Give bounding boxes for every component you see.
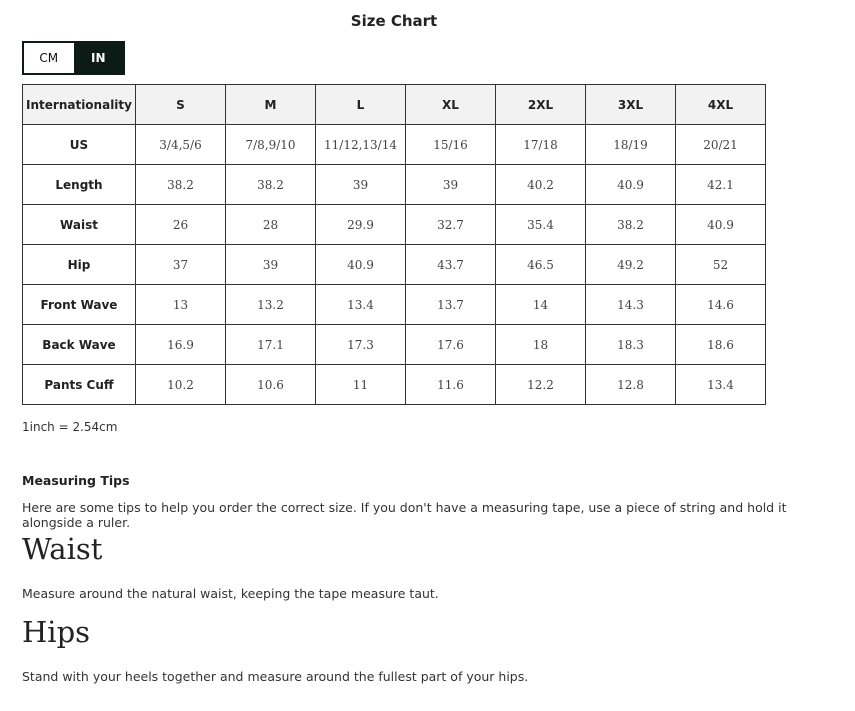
size-table xyxy=(22,84,766,405)
table-cell: 38.2 xyxy=(226,165,316,205)
table-cell: 37 xyxy=(136,245,226,285)
unit-option-in[interactable]: IN xyxy=(74,43,124,73)
table-cell: 29.9 xyxy=(316,205,406,245)
table-cell: 14 xyxy=(496,285,586,325)
table-cell: 17/18 xyxy=(496,125,586,165)
table-cell: 13 xyxy=(136,285,226,325)
table-cell: 49.2 xyxy=(586,245,676,285)
row-label: Front Wave xyxy=(23,285,136,325)
table-cell: 18.3 xyxy=(586,325,676,365)
table-cell: 18 xyxy=(496,325,586,365)
table-cell: 16.9 xyxy=(136,325,226,365)
table-cell: 39 xyxy=(226,245,316,285)
table-cell: 10.2 xyxy=(136,365,226,405)
conversion-note: 1inch = 2.54cm xyxy=(22,420,118,434)
table-row xyxy=(23,245,766,285)
measuring-tips-heading: Measuring Tips xyxy=(22,473,130,488)
table-cell: 14.3 xyxy=(586,285,676,325)
waist-heading: Waist xyxy=(22,532,103,566)
table-cell: 52 xyxy=(676,245,766,285)
column-header: M xyxy=(226,85,316,125)
table-cell: 11/12,13/14 xyxy=(316,125,406,165)
table-row xyxy=(23,125,766,165)
column-header: S xyxy=(136,85,226,125)
table-cell: 7/8,9/10 xyxy=(226,125,316,165)
table-cell: 15/16 xyxy=(406,125,496,165)
row-label: Length xyxy=(23,165,136,205)
table-cell: 17.3 xyxy=(316,325,406,365)
row-label: Back Wave xyxy=(23,325,136,365)
table-row xyxy=(23,325,766,365)
table-cell: 42.1 xyxy=(676,165,766,205)
table-cell: 20/21 xyxy=(676,125,766,165)
table-cell: 18.6 xyxy=(676,325,766,365)
waist-instructions: Measure around the natural waist, keeping the tape measure taut. xyxy=(22,586,439,601)
table-cell: 12.2 xyxy=(496,365,586,405)
table-cell: 10.6 xyxy=(226,365,316,405)
table-cell: 39 xyxy=(316,165,406,205)
table-cell: 13.7 xyxy=(406,285,496,325)
table-cell: 40.9 xyxy=(586,165,676,205)
table-cell: 12.8 xyxy=(586,365,676,405)
row-label: US xyxy=(23,125,136,165)
column-header: 3XL xyxy=(586,85,676,125)
table-cell: 13.4 xyxy=(316,285,406,325)
table-cell: 18/19 xyxy=(586,125,676,165)
row-label: Hip xyxy=(23,245,136,285)
table-cell: 40.2 xyxy=(496,165,586,205)
table-cell: 14.6 xyxy=(676,285,766,325)
table-row xyxy=(23,285,766,325)
column-header: 2XL xyxy=(496,85,586,125)
measuring-tips-intro: Here are some tips to help you order the correct size. If you don't have a measuring tape, use a piece of string and hold it alongside a ruler. xyxy=(22,500,787,530)
table-cell: 28 xyxy=(226,205,316,245)
table-header-row xyxy=(23,85,766,125)
table-cell: 17.6 xyxy=(406,325,496,365)
column-header: 4XL xyxy=(676,85,766,125)
table-cell: 3/4,5/6 xyxy=(136,125,226,165)
table-cell: 43.7 xyxy=(406,245,496,285)
table-cell: 17.1 xyxy=(226,325,316,365)
table-cell: 38.2 xyxy=(586,205,676,245)
table-cell: 46.5 xyxy=(496,245,586,285)
row-label: Pants Cuff xyxy=(23,365,136,405)
table-cell: 38.2 xyxy=(136,165,226,205)
table-cell: 13.2 xyxy=(226,285,316,325)
row-label: Waist xyxy=(23,205,136,245)
table-row xyxy=(23,365,766,405)
table-cell: 11.6 xyxy=(406,365,496,405)
column-header: L xyxy=(316,85,406,125)
table-cell: 40.9 xyxy=(676,205,766,245)
table-cell: 32.7 xyxy=(406,205,496,245)
table-cell: 39 xyxy=(406,165,496,205)
column-header: Internationality xyxy=(23,85,136,125)
hips-instructions: Stand with your heels together and measure around the fullest part of your hips. xyxy=(22,669,529,684)
unit-option-cm[interactable]: CM xyxy=(24,43,74,73)
table-row xyxy=(23,205,766,245)
table-cell: 13.4 xyxy=(676,365,766,405)
table-cell: 35.4 xyxy=(496,205,586,245)
page-title: Size Chart xyxy=(350,12,438,30)
table-cell: 26 xyxy=(136,205,226,245)
table-cell: 11 xyxy=(316,365,406,405)
hips-heading: Hips xyxy=(22,615,91,649)
table-cell: 40.9 xyxy=(316,245,406,285)
column-header: XL xyxy=(406,85,496,125)
table-row xyxy=(23,165,766,205)
unit-toggle xyxy=(22,41,125,75)
